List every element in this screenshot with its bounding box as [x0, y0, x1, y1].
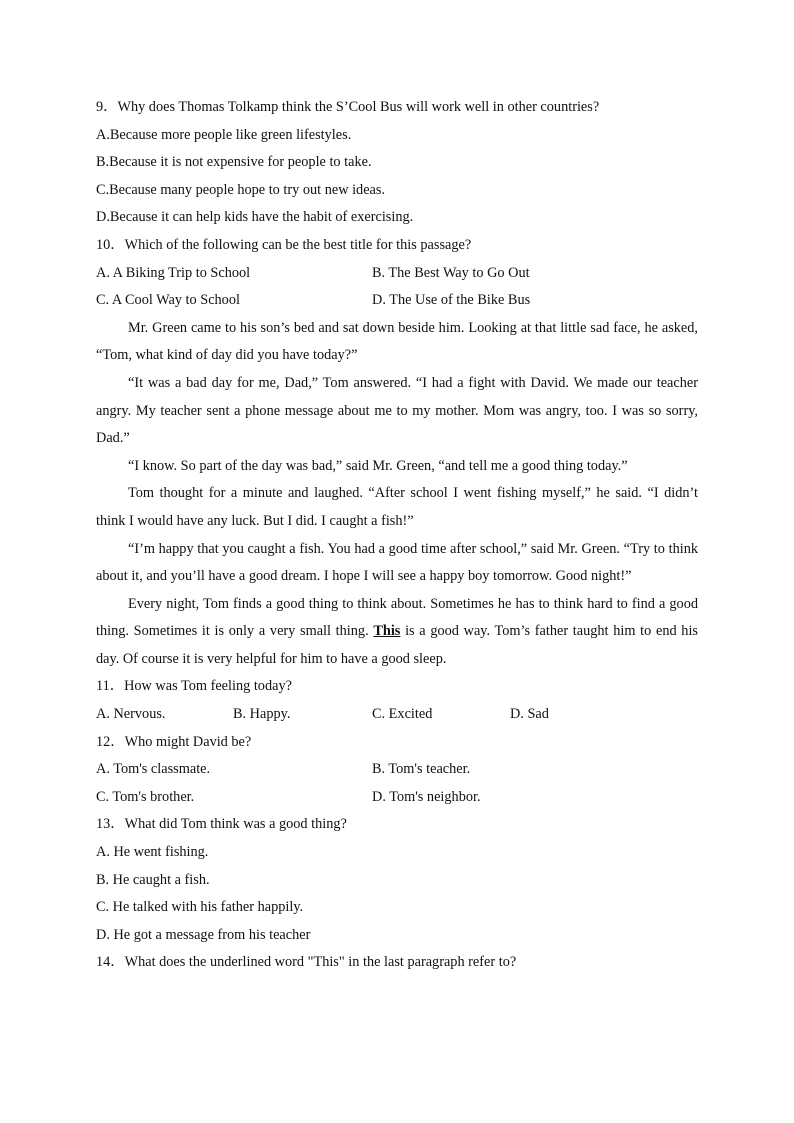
question-10-option-b: B. The Best Way to Go Out	[372, 264, 530, 281]
question-10-option-a: A. A Biking Trip to School	[96, 264, 251, 281]
passage-paragraph-5-text: “I’m happy that you caught a fish. You had a good time after school,” said Mr. Green. “Try to think about it, and you’ll have a good dream. I hope I will see a happy boy tomorrow. Good night!”	[96, 540, 698, 585]
underlined-word-this: This	[373, 623, 401, 640]
question-9-option-a: A.Because more people like green lifestyles.	[96, 126, 352, 143]
passage-paragraph-3-text: “I know. So part of the day was bad,” said Mr. Green, “and tell me a good thing today.”	[128, 457, 628, 474]
question-9-stem: 9．Why does Thomas Tolkamp think the S’Cool Bus will work well in other countries?	[96, 99, 600, 115]
question-11-option-b: B. Happy.	[233, 706, 291, 723]
question-10-stem: 10．Which of the following can be the best title for this passage?	[96, 236, 472, 253]
question-12-options-row-2	[96, 784, 698, 812]
question-11-option-d: D. Sad	[510, 706, 549, 723]
passage-paragraph-2	[96, 370, 698, 453]
passage-paragraph-1	[96, 315, 698, 370]
question-12-option-b: B. Tom's teacher.	[372, 761, 471, 778]
question-10-options-row-1	[96, 260, 698, 288]
question-13-option-c: C. He talked with his father happily.	[96, 899, 304, 916]
question-10-option-c: C. A Cool Way to School	[96, 292, 240, 309]
question-12-options-row-1	[96, 756, 698, 784]
question-9-option-c: C.Because many people hope to try out new ideas.	[96, 181, 386, 198]
question-14-stem: 14．What does the underlined word "This" in the last paragraph refer to?	[96, 954, 517, 971]
passage-paragraph-4	[96, 480, 698, 535]
question-13-option-b: B. He caught a fish.	[96, 871, 210, 888]
worksheet-page	[96, 94, 698, 977]
question-11-option-c: C. Excited	[372, 706, 433, 723]
question-9-option-b: B.Because it is not expensive for people to take.	[96, 154, 372, 171]
passage-paragraph-6	[96, 591, 698, 674]
question-9-option-d: D.Because it can help kids have the habit of exercising.	[96, 209, 414, 226]
passage-paragraph-5	[96, 536, 698, 591]
passage-paragraph-4-text: Tom thought for a minute and laughed. “After school I went fishing myself,” he said. “I didn’t think I would have any luck. But I did. I caught a fish!”	[96, 485, 698, 529]
question-11-stem: 11．How was Tom feeling today?	[96, 678, 292, 695]
question-13-stem: 13．What did Tom think was a good thing?	[96, 816, 347, 833]
passage-paragraph-2-text: “It was a bad day for me, Dad,” Tom answered. “I had a fight with David. We made our teacher angry. My teacher sent a phone message about me to my mother. Mom was angry, too. I was so sorry, Dad.”	[96, 374, 698, 447]
passage-paragraph-3	[96, 453, 698, 481]
question-11-options-row	[96, 701, 698, 729]
question-13-option-a: A. He went fishing.	[96, 844, 209, 861]
question-10-option-d: D. The Use of the Bike Bus	[372, 292, 531, 309]
question-12-option-a: A. Tom's classmate.	[96, 761, 211, 778]
question-12-stem: 12．Who might David be?	[96, 733, 252, 750]
question-12-option-d: D. Tom's neighbor.	[372, 788, 481, 805]
passage-paragraph-1-text: Mr. Green came to his son’s bed and sat down beside him. Looking at that little sad face, he asked, “Tom, what kind of day did you have today?”	[96, 319, 698, 364]
question-10-options-row-2	[96, 287, 698, 315]
passage-paragraph-6-text-after: is a good way. Tom’s father taught him to end his day. Of course it is very helpful for him to have a good sleep.	[96, 623, 698, 667]
question-13-option-d: D. He got a message from his teacher	[96, 926, 311, 943]
passage-paragraph-6-text-before: Every night, Tom finds a good thing to think about. Sometimes he has to think hard to find a good thing. Sometimes it is only a very small thing.	[96, 595, 698, 640]
question-11-option-a: A. Nervous.	[96, 706, 166, 723]
question-12-option-c: C. Tom's brother.	[96, 788, 195, 805]
